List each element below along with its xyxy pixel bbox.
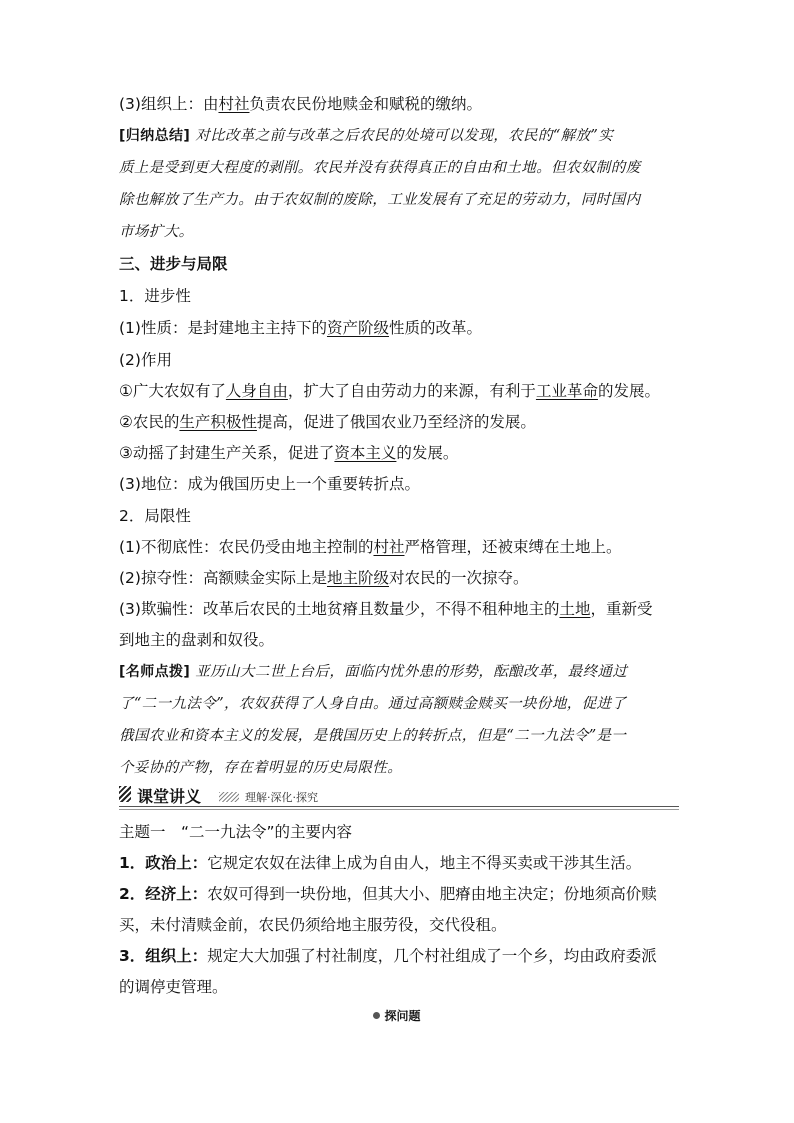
banner-hatch-icon bbox=[219, 792, 239, 802]
banner-subtitle: 理解·深化·探究 bbox=[245, 791, 318, 804]
topic-item-2: 2．经济上：农奴可得到一块份地，但其大小、肥瘠由地主决定；份地须高价赎 bbox=[119, 885, 657, 903]
section-banner bbox=[119, 782, 679, 808]
summary-tag: [归纳总结] bbox=[119, 128, 191, 144]
status-line: (3)地位：成为俄国历史上一个重要转折点。 bbox=[119, 475, 420, 493]
summary-line-2: 质上是受到更大程度的剥削。农民并没有获得真正的自由和土地。但农奴制的废 bbox=[119, 160, 641, 176]
summary-line-4: 市场扩大。 bbox=[119, 224, 194, 240]
limitation-2: (2)掠夺性：高额赎金实际上是地主阶级对农民的一次掠夺。 bbox=[119, 569, 529, 587]
teacher-line-2: 了“二一九法令”，农奴获得了人身自由。通过高额赎金赎买一块份地，促进了 bbox=[119, 696, 627, 712]
limitation-3-cont: 到地主的盘剥和奴役。 bbox=[119, 631, 275, 649]
summary-line-1: [归纳总结] 对比改革之前与改革之后农民的处境可以发现，农民的“解放”实 bbox=[119, 128, 614, 144]
footer-label: 探问题 bbox=[0, 1007, 794, 1024]
teacher-line-4: 个妥协的产物，存在着明显的历史局限性。 bbox=[119, 760, 403, 776]
banner-rule bbox=[119, 806, 679, 807]
topic-heading: 主题一 “二一九法令”的主要内容 bbox=[119, 823, 353, 841]
topic-item-3-cont: 的调停吏管理。 bbox=[119, 978, 228, 996]
banner-title: 课堂讲义 bbox=[137, 787, 202, 806]
subheading-progressiveness: 1．进步性 bbox=[119, 287, 191, 305]
teacher-tag: [名师点拨] bbox=[119, 664, 191, 680]
limitation-1: (1)不彻底性：农民仍受由地主控制的村社严格管理，还被束缚在土地上。 bbox=[119, 538, 622, 556]
section-heading-progress: 三、进步与局限 bbox=[119, 255, 228, 273]
banner-rule-thin bbox=[119, 809, 679, 810]
topic-item-1: 1．政治上：它规定农奴在法律上成为自由人，地主不得买卖或干涉其生活。 bbox=[119, 854, 642, 872]
subheading-limitations: 2．局限性 bbox=[119, 507, 191, 525]
role-item-1: ①广大农奴有了人身自由，扩大了自由劳动力的来源，有利于工业革命的发展。 bbox=[119, 382, 660, 400]
role-item-2: ②农民的生产积极性提高，促进了俄国农业乃至经济的发展。 bbox=[119, 413, 536, 431]
bullet-dot-icon bbox=[373, 1012, 380, 1019]
teacher-line-3: 俄国农业和资本主义的发展，是俄国历史上的转折点，但是“二一九法令”是一 bbox=[119, 728, 627, 744]
role-item-3: ③动摇了封建生产关系，促进了资本主义的发展。 bbox=[119, 444, 459, 462]
summary-line-3: 除也解放了生产力。由于农奴制的废除，工业发展有了充足的劳动力，同时国内 bbox=[119, 192, 641, 208]
role-heading: (2)作用 bbox=[119, 351, 172, 369]
limitation-3: (3)欺骗性：改革后农民的土地贫瘠且数量少，不得不租种地主的土地，重新受 bbox=[119, 600, 653, 618]
topic-item-3: 3．组织上：规定大大加强了村社制度，几个村社组成了一个乡，均由政府委派 bbox=[119, 947, 657, 965]
banner-stripe-icon bbox=[119, 786, 131, 802]
paragraph-organization: (3)组织上：由村社负责农民份地赎金和赋税的缴纳。 bbox=[119, 95, 482, 113]
nature-line: (1)性质：是封建地主主持下的资产阶级性质的改革。 bbox=[119, 319, 482, 337]
teacher-line-1: [名师点拨] 亚历山大二世上台后，面临内忧外患的形势，酝酿改革，最终通过 bbox=[119, 664, 628, 680]
topic-item-2-cont: 买，未付清赎金前，农民仍须给地主服劳役，交代役租。 bbox=[119, 916, 507, 934]
